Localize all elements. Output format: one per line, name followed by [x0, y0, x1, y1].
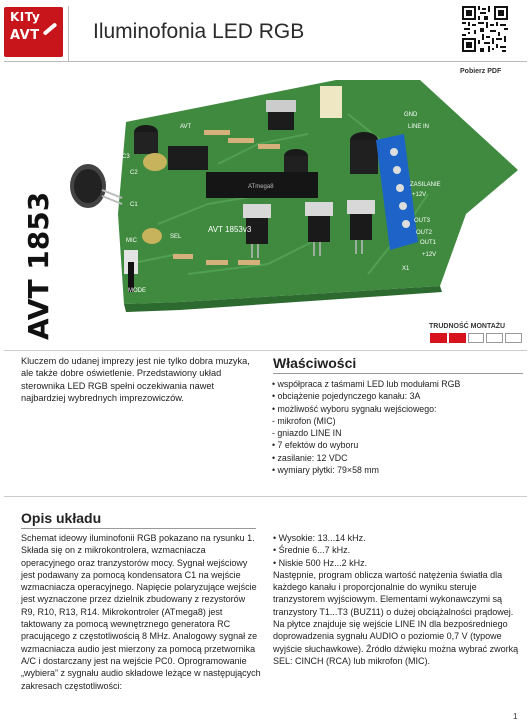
properties-heading: Właściwości — [273, 355, 357, 371]
download-pdf-link[interactable]: Pobierz PDF — [460, 68, 502, 75]
svg-text:+12V: +12V — [422, 252, 437, 258]
section-divider — [4, 350, 527, 351]
description-paragraph: Schemat ideowy iluminofonii RGB pokazano na rysunku 1. Składa się on z mikrokontrolera, wzmacniacza operacyjnego oraz tranzystorów mocy. Sygnał wejściowy jest podawany za pomocą kondensatora C1 na wejście wzmacniacza operacyjnego. Napięcie polaryzujące wejście jest wyznaczone przez dzielnik zbudowany z rezystorów R9, R10, R13, R14. Mikrokontroler (ATmega8) jest taktowany za pomocą wewnętrznego generatora RC pracującego z częstotliwością 8 MHz. Analogowy sygnał ze wzmacniacza audio jest mierzony za pomocą przetwornika A/C i dostarczany jest na wejście PC0. Oprogramowanie „wybiera” z sygnału audio składowe leżące w następujących zakresach częstotliwości: — [21, 533, 261, 691]
difficulty-segment — [505, 333, 522, 343]
svg-text:LINE IN: LINE IN — [408, 124, 430, 130]
difficulty-segment — [486, 333, 503, 343]
qr-code-icon[interactable] — [462, 6, 508, 52]
svg-text:OUT2: OUT2 — [416, 230, 433, 236]
svg-text:ZASILANIE: ZASILANIE — [410, 182, 441, 188]
svg-text:AVT 1853v3: AVT 1853v3 — [208, 225, 252, 234]
header-divider-vertical — [68, 6, 69, 61]
difficulty-segment — [449, 333, 466, 343]
svg-text:MIC: MIC — [126, 238, 137, 244]
svg-text:OUT1: OUT1 — [420, 240, 437, 246]
property-item: - gniazdo LINE IN — [272, 428, 342, 439]
svg-text:GND: GND — [404, 112, 418, 118]
page-title: Iluminofonia LED RGB — [93, 20, 305, 43]
svg-text:C3: C3 — [122, 154, 130, 160]
frequency-item: • Niskie 500 Hz...2 kHz. — [273, 557, 368, 568]
difficulty-meter — [430, 333, 522, 343]
difficulty-segment — [430, 333, 447, 343]
svg-text:ATmega8: ATmega8 — [248, 184, 274, 190]
kity-avt-logo — [4, 7, 63, 57]
section-divider — [4, 496, 527, 497]
microphone-icon — [70, 164, 122, 208]
svg-text:C1: C1 — [130, 202, 138, 208]
logo-line1: KITy — [10, 10, 41, 24]
svg-text:+12V: +12V — [412, 192, 427, 198]
property-item: • zasilanie: 12 VDC — [272, 452, 348, 463]
difficulty-segment — [468, 333, 485, 343]
description-column-1 — [21, 532, 261, 692]
screwdriver-icon — [43, 22, 58, 35]
svg-text:OUT3: OUT3 — [414, 218, 431, 224]
properties-underline — [273, 373, 523, 374]
kit-code: AVT 1853 — [22, 191, 55, 340]
frequency-item: • Średnie 6...7 kHz. — [273, 545, 351, 556]
svg-text:MODE: MODE — [128, 288, 146, 294]
property-item: • możliwość wyboru sygnału wejściowego: — [272, 403, 437, 414]
property-item: - mikrofon (MIC) — [272, 415, 336, 426]
property-item: • współpraca z taśmami LED lub modułami RGB — [272, 379, 461, 389]
header-divider — [4, 61, 527, 62]
description-underline — [21, 528, 256, 529]
description-heading: Opis układu — [21, 510, 102, 526]
property-item: • wymiary płytki: 79×58 mm — [272, 465, 379, 476]
logo-line2: AVT — [10, 28, 40, 43]
svg-text:SEL: SEL — [170, 234, 182, 240]
properties-list — [272, 378, 524, 476]
pcb-board-image — [68, 74, 518, 316]
property-item: • obciążenie pojedynczego kanału: 3A — [272, 391, 421, 402]
svg-text:AVT: AVT — [180, 124, 192, 130]
intro-text: Kluczem do udanej imprezy jest nie tylko dobra muzyka, ale także dobre oświetlenie. Przedstawiony układ sterownika LED RGB spełni oczekiwania nawet najbardziej wybrednych imprezowiczów. — [21, 356, 250, 403]
page-number: 1 — [513, 712, 518, 721]
svg-text:X1: X1 — [402, 266, 410, 272]
difficulty-label: TRUDNOŚĆ MONTAŻU — [429, 323, 506, 330]
frequency-item: • Wysokie: 13...14 kHz. — [273, 533, 366, 543]
description-column-2 — [273, 532, 526, 667]
property-item: • 7 efektów do wyboru — [272, 440, 359, 451]
svg-text:C2: C2 — [130, 170, 138, 176]
description-paragraph: Następnie, program oblicza wartość natężenia światła dla każdego kanału i proporcjonalnie do wyniku steruje tranzystorem wyjściowym. Elementami wykonawczymi są tranzystory T1...T3 (BUZ11) o dużej obciążalności prądowej. Na płytce znajduje się wejście LINE IN dla bezpośredniego doprowadzenia sygnału AUDIO o poziomie 0,7 V (typowe wyjście słuchawkowe). Źródło dźwięku można wybrać zworką SEL: CINCH (RCA) lub mikrofon (MIC). — [273, 569, 519, 666]
